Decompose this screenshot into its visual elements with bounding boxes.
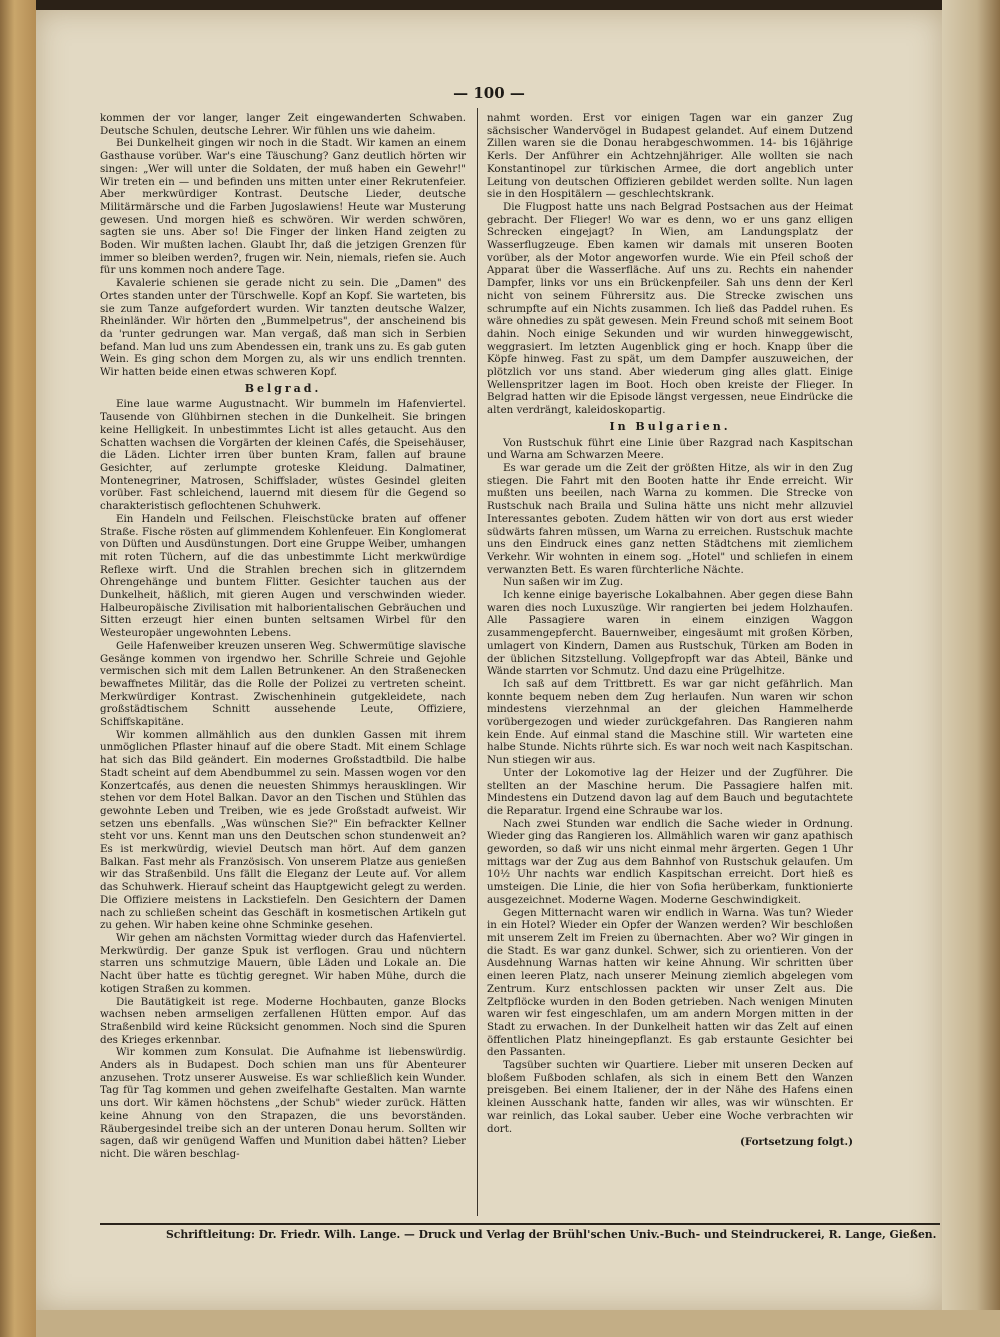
article-paragraph: Eine laue warme Augustnacht. Wir bummeln im Hafenviertel. Tausende von Glühbirnen stechen in die Dunkelheit. Sie bringen keine Helligkeit. In unbestimmtes Licht ist alles getaucht. Aus den Schatten wachsen die Vorgärten der kleinen Cafés, die Speisehäuser, die Läden. Lichter irren über bunten Kram, fallen auf braune Gesichter, auf zerlumpte groteske Kleidung. Dalmatiner, Montenegriner, Matrosen, Schiffslader, wüstes Gesindel gleiten vorüber. Fast schleichend, lauernd mit diesem für die Gegend so charakteristisch geflochtenen Schuhwerk. — [100, 398, 466, 513]
article-paragraph: Ein Handeln und Feilschen. Fleischstücke braten auf offener Straße. Fische rösten auf glimmendem Kohlenfeuer. Ein Konglomerat von Düften und Ausdünstungen. Dort eine Gruppe Weiber, umhangen mit roten Tüchern, auf die das unbestimmte Licht merkwürdige Reflexe wirft. Und die Strahlen brechen sich in glitzerndem Ohrengehänge und buntem Flitter. Gesichter tauchen aus der Dunkelheit, häßlich, mit gieren Augen und verschwinden wieder. Halbeuropäische Zivilisation mit halborientalischen Gebräuchen und Sitten erzeugt hier einen bunten seltsamen Wirbel für den Westeuropäer ungewohnten Lebens. — [100, 512, 466, 640]
article-paragraph: Geile Hafenweiber kreuzen unseren Weg. Schwermütige slavische Gesänge kommen von irgendwo her. Schrille Schreie und Gejohle vermischen sich mit dem Lallen Betrunkener. An den Straßenecken bewaffnetes Militär, das die Rolle der Polizei zu vertreten scheint. Merkwürdiger Kontrast. Zwischenhinein gutgekleidete, nach großstädtischem Schnitt aussehende Leute, Offiziere, Schiffskapitäne. — [100, 639, 466, 729]
article-paragraph: Wir kommen zum Konsulat. Die Aufnahme ist liebenswürdig. Anders als in Budapest. Doch schien man uns für Abenteurer anzusehen. Trotz unserer Ausweise. Es war schließlich kein Wunder. Tag für Tag kommen und gehen zweifelhafte Gestalten. Man warnte uns dort. Wir kämen höchstens „der Schub" wieder zurück. Hätten keine Ahnung von den Strapazen, die uns bevorständen. Räubergesindel treibe sich an der unteren Donau herum. Sollten wir sagen, daß wir genügend Waffen und Munition dabei hätten? Lieber nicht. Die wären beschlag- — [100, 1046, 466, 1160]
page-number: — 100 — — [453, 84, 525, 102]
article-paragraph: Es war gerade um die Zeit der größten Hitze, als wir in den Zug stiegen. Die Fahrt mit den Booten hatte ihr Ende erreicht. Wir mußten uns beeilen, nach Warna zu kommen. Die Strecke von Rustschuk nach Braila und Sulina hätte uns nicht mehr allzuviel Interessantes geboten. Zudem hätten wir von dort aus erst wieder südwärts fahren müssen, um Warna zu erreichen. Rustschuk machte uns den Eindruck eines ganz netten Städtchens mit ziemlichem Verkehr. Wir wohnten in einem sog. „Hotel" und schliefen in einem verwanzten Bett. Es waren fürchterliche Nächte. — [487, 461, 853, 576]
article-paragraph: Unter der Lokomotive lag der Heizer und der Zugführer. Die stellten an der Maschine herum. Die Passagiere halfen mit. Mindestens ein Dutzend davon lag auf dem Bauch und begutachtete die Reparatur. Irgend eine Schraube war los. — [487, 766, 853, 817]
article-paragraph: nahmt worden. Erst vor einigen Tagen war ein ganzer Zug sächsischer Wandervögel in Budapest gelandet. Auf einem Dutzend Zillen waren sie die Donau herabgeschwommen. 14- bis 16jährige Kerls. Der Anführer ein Achtzehnjähriger. Alle wollten sie nach Konstantinopel zur türkischen Armee, die dort angeblich unter Leitung von deutschen Offizieren gebildet werden sollte. Nun lagen sie in den Hospitälern — geschlechtskrank. — [487, 112, 853, 201]
book-edge — [0, 0, 36, 1337]
article-paragraph: Ich kenne einige bayerische Lokalbahnen. Aber gegen diese Bahn waren dies noch Luxuszüge. Wir rangierten bei jedem Holzhaufen. Alle Passagiere waren in einem einzigen Waggon zusammengepfercht. Bauernweiber, eingesäumt mit großen Körben, umlagert von Kindern, Damen aus Rustschuk, Türken am Boden in der üblichen Sitzstellung. Vollgepfropft war das Abteil, Bänke und Wände starrten vor Schmutz. Und dazu eine Prügelhitze. — [487, 589, 853, 678]
article-paragraph: Tagsüber suchten wir Quartiere. Lieber mit unseren Decken auf bloßem Fußboden schlafen, als sich in einem Bett den Wanzen preisgeben. Bei einem Italiener, der in der Nähe des Hafens einen kleinen Ausschank hatte, fanden wir alles, was wir wünschten. Er war reinlich, das Lokal sauber. Ueber eine Woche verbrachten wir dort. — [487, 1059, 853, 1135]
footer-rule — [100, 1223, 940, 1225]
page-margin-right — [942, 0, 1000, 1337]
article-paragraph: Ich saß auf dem Trittbrett. Es war gar nicht gefährlich. Man konnte bequem neben dem Zug herlaufen. Nun waren wir schon mindestens vierzehnmal an der gleichen Hammelherde vorübergezogen und wieder zurückgefahren. Das Rangieren nahm kein Ende. Auf einmal stand die Maschine still. Wir warteten eine halbe Stunde. Nichts rührte sich. Es war noch weit nach Kaspitschan. Nun stiegen wir aus. — [487, 677, 853, 767]
article-paragraph: Nun saßen wir im Zug. — [503, 576, 624, 589]
page-margin-bottom — [36, 1310, 1000, 1337]
article-paragraph: Von Rustschuk führt eine Linie über Razgrad nach Kaspitschan und Warna am Schwarzen Meere. — [487, 436, 853, 462]
continuation-note: (Fortsetzung folgt.) — [740, 1136, 853, 1149]
article-paragraph: Die Flugpost hatte uns nach Belgrad Postsachen aus der Heimat gebracht. Der Flieger! Wo war es denn, wo er uns ganz elligen Schrecken eingejagt? In Wien, am Landungsplatz der Wasserflugzeuge. Eben kamen wir damals mit unseren Booten vorüber, als der Motor angeworfen wurde. Wie ein Pfeil schoß der Apparat über die Wasserfläche. Auf uns zu. Rechts ein nahender Dampfer, links vor uns ein Brückenpfeiler. Sah uns denn der Kerl nicht von seinem Führersitz aus. Die Strecke zwischen uns schrumpfte auf ein Nichts zusammen. Ich ließ das Paddel ruhen. Es wäre ohnedies zu spät gewesen. Mein Freund schoß mit seinem Boot dahin. Noch einige Sekunden und wir wurden hinweggewischt, weggrasiert. Im letzten Augenblick ging er hoch. Knapp über die Köpfe hinweg. Fast zu spät, um dem Dampfer auszuweichen, der plötzlich vor uns stand. Aber wiederum ging alles glatt. Einige Wellenspritzer lagen im Boot. Hoch oben kreiste der Flieger. In Belgrad hatten wir die Episode längst vergessen, neue Eindrücke die alten verdrängt, kaleidoskopartig. — [487, 200, 853, 417]
article-paragraph: Kavalerie schienen sie gerade nicht zu sein. Die „Damen" des Ortes standen unter der Türschwelle. Kopf an Kopf. Sie warteten, bis sie zum Tanze aufgefordert wurden. Wir tanzten deutsche Walzer, Rheinländer. Wir hörten den „Bummelpetrus", der anscheinend bis da 'runter gedrungen war. Man vergaß, daß man sich in Serbien befand. Man lud uns zum Abendessen ein, trank uns zu. Es gab guten Wein. Es ging schon dem Morgen zu, als wir uns endlich trennten. Wir hatten beide einen etwas schweren Kopf. — [100, 277, 466, 379]
article-paragraph: Wir kommen allmählich aus den dunklen Gassen mit ihrem unmöglichen Pflaster hinauf auf die obere Stadt. Mit einem Schlage hat sich das Bild geändert. Ein modernes Großstadtbild. Die halbe Stadt scheint auf dem Abendbummel zu sein. Massen wogen vor den Konzertcafés, aus denen die neuesten Shimmys herausklingen. Wir stehen vor dem Hotel Balkan. Davor an den Tischen und Stühlen das gewohnte Leben und Treiben, wie es jede Großstadt aufweist. Wir setzen uns ebenfalls. „Was wünschen Sie?" Ein befrackter Kellner steht vor uns. Kennt man uns den Deutschen schon stundenweit an? Es ist merkwürdig, wieviel Deutsch man hört. Auf dem ganzen Balkan. Fast mehr als Französisch. Von unserem Platze aus genießen wir das Straßenbild. Uns fällt die Eleganz der Leute auf. Vor allem das Schuhwerk. Hierauf scheint das Hauptgewicht gelegt zu werden. Die Offiziere meistens in Lackstiefeln. Den Gesichtern der Damen nach zu schließen scheint das Geschäft in kosmetischen Artikeln gut zu gehen. Wir haben keine ohne Schminke gesehen. — [100, 728, 466, 932]
imprint-footer: Schriftleitung: Dr. Friedr. Wilh. Lange. — Druck und Verlag der Brühl'schen Univ.-Buch- und Steindruckerei, R. Lange, Gießen. — [166, 1228, 937, 1241]
column-divider — [477, 108, 478, 1216]
article-paragraph: kommen der vor langer, langer Zeit eingewanderten Schwaben. Deutsche Schulen, deutsche Lehrer. Wir fühlen uns wie daheim. — [100, 112, 466, 137]
section-heading: In Bulgarien. — [609, 419, 731, 433]
article-paragraph: Gegen Mitternacht waren wir endlich in Warna. Was tun? Wieder in ein Hotel? Wieder ein Opfer der Wanzen werden? Wir beschloßen mit unserem Zelt im Freien zu übernachten. Aber wo? Wir gingen in die Stadt. Es war ganz dunkel. Schwer, sich zu orientieren. Von der Ausdehnung Warnas hatten wir keine Ahnung. Wir schritten über einen leeren Platz, nach unserer Meinung ziemlich abgelegen vom Zentrum. Kurz entschlossen packten wir unser Zelt aus. Die Zeltpflöcke wurden in den Boden getrieben. Nach wenigen Minuten waren wir fest eingeschlafen, um am andern Morgen mitten in der Stadt zu erwachen. In der Dunkelheit hatten wir das Zelt auf einen öffentlichen Platz hineingepflanzt. Es gab erstaunte Gesichter bei den Passanten. — [487, 906, 853, 1059]
article-paragraph: Bei Dunkelheit gingen wir noch in die Stadt. Wir kamen an einem Gasthause vorüber. War's eine Täuschung? Ganz deutlich hörten wir singen: „Wer will unter die Soldaten, der muß haben ein Gewehr!" Wir treten ein — und befinden uns mitten unter einer Rekrutenfeier. Aber merkwürdiger Kontrast. Deutsche Lieder, deutsche Militärmärsche und die Farben Jugoslawiens! Heute war Musterung gewesen. Und morgen hieß es schwören. Wir werden schwören, sagten sie uns. Aber so! Die Finger der linken Hand zeigten zu Boden. Wir mußten lachen. Glaubt Ihr, daß die jetzigen Grenzen für immer so bleiben werden?, frugen wir. Nein, niemals, riefen sie. Auch für uns kommen noch andere Tage. — [100, 137, 466, 277]
left-column — [100, 112, 466, 1212]
article-paragraph: Wir gehen am nächsten Vormittag wieder durch das Hafenviertel. Merkwürdig. Der ganze Spuk ist verflogen. Grau und nüchtern starren uns schmutzige Mauern, üble Läden und Lokale an. Die Nacht über hatte es tüchtig geregnet. Wir haben Mühe, durch die kotigen Straßen zu kommen. — [100, 932, 466, 995]
article-paragraph: Die Bautätigkeit ist rege. Moderne Hochbauten, ganze Blocks wachsen neben armseligen zerfallenen Hütten empor. Auf das Straßenbild wird keine Rücksicht genommen. Noch sind die Spuren des Krieges erkennbar. — [100, 995, 466, 1046]
article-paragraph: Nach zwei Stunden war endlich die Sache wieder in Ordnung. Wieder ging das Rangieren los. Allmählich waren wir ganz apathisch geworden, so daß wir uns nicht einmal mehr ärgerten. Gegen 1 Uhr mittags war der Zug aus dem Bahnhof von Rustschuk gelaufen. Um 10½ Uhr nachts war endlich Kaspitschan erreicht. Dort hieß es umsteigen. Die Linie, die hier von Sofia herüberkam, funktionierte ausgezeichnet. Moderne Wagen. Moderne Geschwindigkeit. — [487, 817, 853, 906]
section-heading: Belgrad. — [244, 381, 322, 395]
right-column — [487, 112, 853, 1212]
